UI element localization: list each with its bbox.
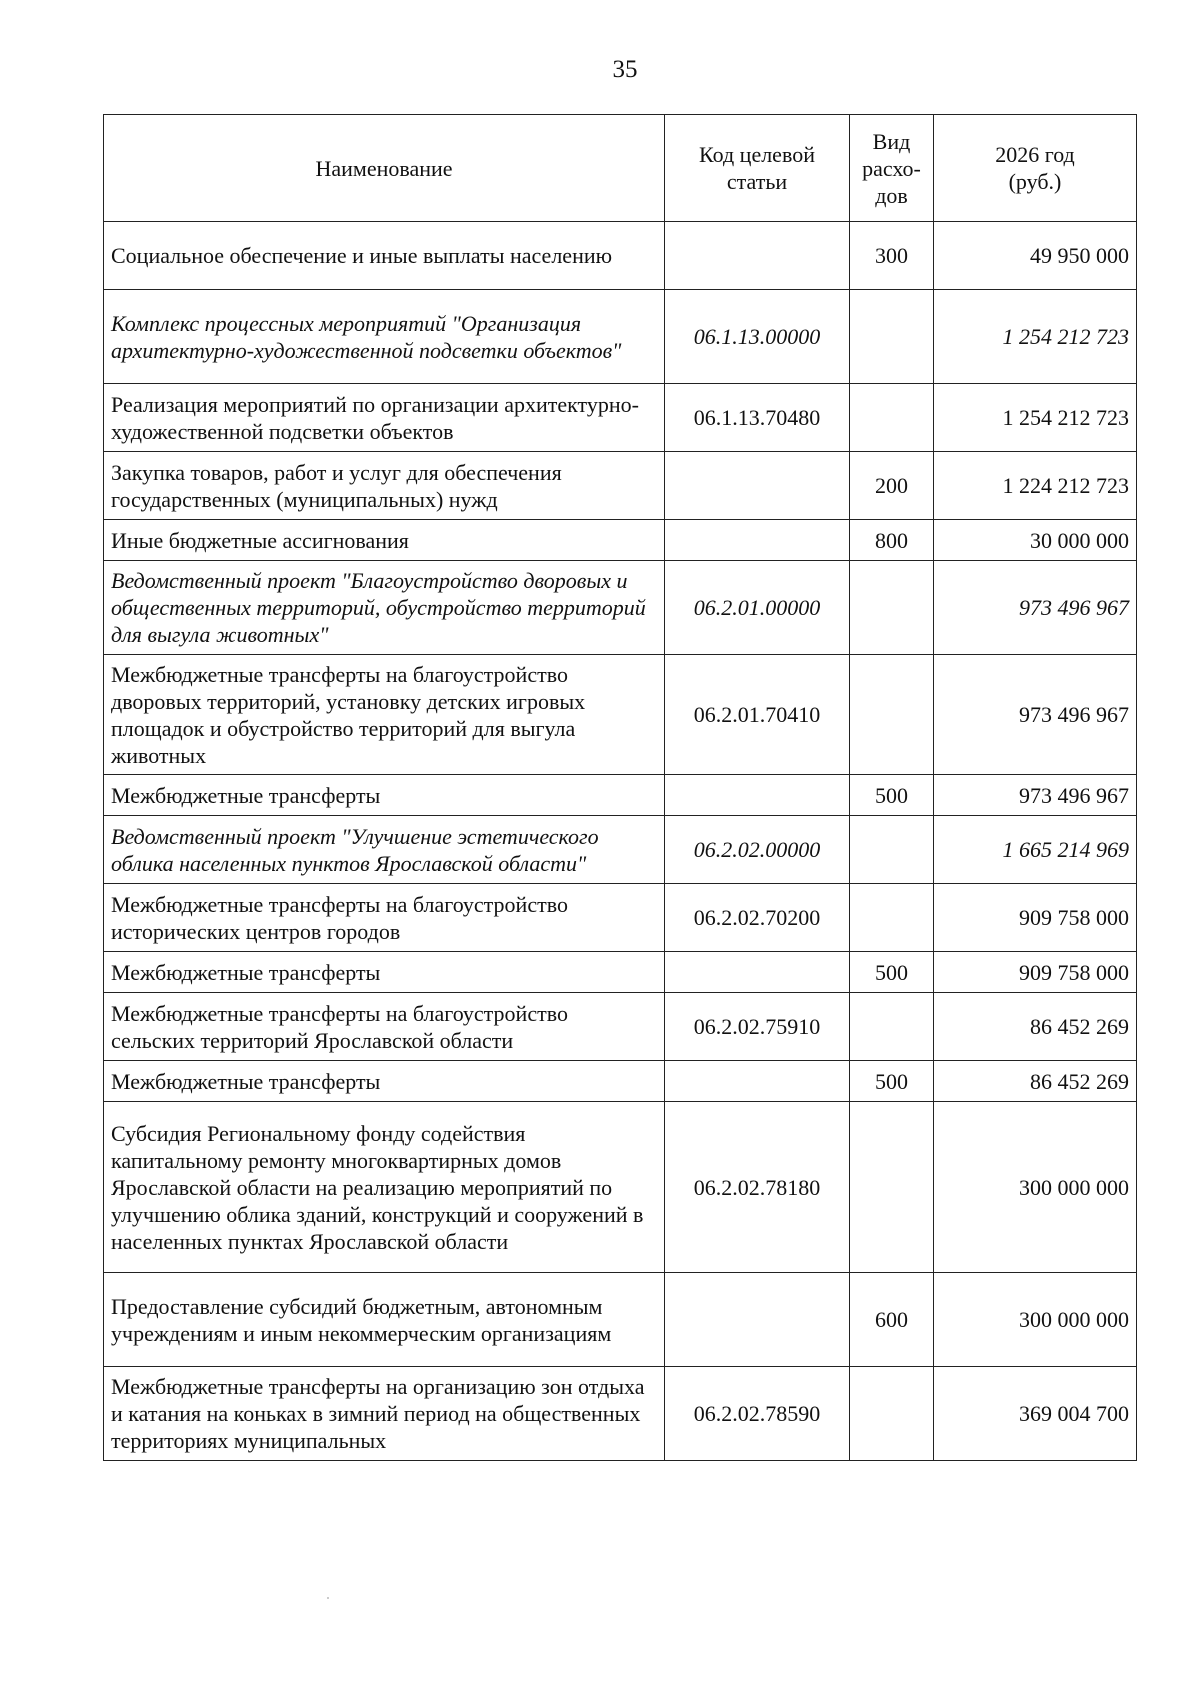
row-name-cell: Межбюджетные трансферты на организацию зон отдыха и катания на коньках в зимний период на общественных территориях муниципальных [104,1367,665,1461]
table-row [104,816,1137,884]
row-name-cell: Ведомственный проект "Благоустройство дворовых и общественных территорий, обустройство территорий для выгула животных" [104,561,665,655]
row-amount-cell: 973 496 967 [934,655,1137,775]
row-code-cell: 06.2.01.70410 [665,655,850,775]
row-code-cell: 06.2.02.75910 [665,993,850,1061]
table-header-row [104,115,1137,222]
row-code-cell [665,775,850,816]
row-code-cell [665,952,850,993]
table-row [104,290,1137,384]
row-name-cell: Предоставление субсидий бюджетным, автономным учреждениям и иным некоммерческим организациям [104,1273,665,1367]
row-kind-cell: 500 [850,952,934,993]
row-name-cell: Ведомственный проект "Улучшение эстетического облика населенных пунктов Ярославской области" [104,816,665,884]
row-code-cell [665,1061,850,1102]
table-row [104,1367,1137,1461]
table-row [104,884,1137,952]
row-name-cell: Межбюджетные трансферты [104,775,665,816]
row-kind-cell [850,993,934,1061]
row-code-cell [665,520,850,561]
table-row [104,1273,1137,1367]
row-code-cell: 06.1.13.00000 [665,290,850,384]
row-name-cell: Социальное обеспечение и иные выплаты населению [104,222,665,290]
row-name-cell: Реализация мероприятий по организации архитектурно-художественной подсветки объектов [104,384,665,452]
table-row [104,222,1137,290]
row-name-cell: Межбюджетные трансферты на благоустройство исторических центров городов [104,884,665,952]
row-amount-cell: 86 452 269 [934,1061,1137,1102]
row-code-cell: 06.2.02.00000 [665,816,850,884]
row-code-cell: 06.1.13.70480 [665,384,850,452]
row-kind-cell [850,816,934,884]
row-amount-cell: 300 000 000 [934,1102,1137,1273]
row-amount-cell: 49 950 000 [934,222,1137,290]
row-name-cell: Межбюджетные трансферты [104,952,665,993]
table-row [104,1061,1137,1102]
budget-table [103,114,1137,1461]
row-amount-cell: 30 000 000 [934,520,1137,561]
header-name: Наименование [104,115,665,222]
row-name-cell: Иные бюджетные ассигнования [104,520,665,561]
table-row [104,1102,1137,1273]
row-kind-cell: 500 [850,775,934,816]
row-kind-cell [850,884,934,952]
row-name-cell: Межбюджетные трансферты на благоустройство сельских территорий Ярославской области [104,993,665,1061]
table-row [104,655,1137,775]
row-amount-cell: 973 496 967 [934,561,1137,655]
row-name-cell: Субсидия Региональному фонду содействия капитальному ремонту многоквартирных домов Ярославской области на реализацию мероприятий по улучшению облика зданий, конструкций и сооружений в населенных пунктах Ярославской области [104,1102,665,1273]
row-kind-cell: 600 [850,1273,934,1367]
row-code-cell [665,452,850,520]
row-name-cell: Межбюджетные трансферты на благоустройство дворовых территорий, установку детских игровых площадок и обустройство территорий для выгула животных [104,655,665,775]
row-amount-cell: 1 224 212 723 [934,452,1137,520]
row-name-cell: Комплекс процессных мероприятий "Организация архитектурно-художественной подсветки объектов" [104,290,665,384]
row-amount-cell: 973 496 967 [934,775,1137,816]
row-kind-cell [850,384,934,452]
row-code-cell: 06.2.02.70200 [665,884,850,952]
row-code-cell: 06.2.02.78590 [665,1367,850,1461]
table-row [104,775,1137,816]
row-code-cell: 06.2.01.00000 [665,561,850,655]
table-row [104,452,1137,520]
row-kind-cell [850,655,934,775]
header-kind: Вид расхо- дов [850,115,934,222]
row-kind-cell [850,1367,934,1461]
row-amount-cell: 369 004 700 [934,1367,1137,1461]
table-row [104,520,1137,561]
table-row [104,561,1137,655]
table-row [104,384,1137,452]
row-kind-cell: 300 [850,222,934,290]
scan-artifact-dot [327,1597,329,1599]
row-kind-cell [850,561,934,655]
row-name-cell: Межбюджетные трансферты [104,1061,665,1102]
row-amount-cell: 1 665 214 969 [934,816,1137,884]
page-number: 35 [612,56,638,83]
row-kind-cell: 500 [850,1061,934,1102]
row-name-cell: Закупка товаров, работ и услуг для обеспечения государственных (муниципальных) нужд [104,452,665,520]
row-code-cell [665,222,850,290]
row-kind-cell: 200 [850,452,934,520]
header-code: Код целевой статьи [665,115,850,222]
row-amount-cell: 1 254 212 723 [934,384,1137,452]
row-code-cell [665,1273,850,1367]
row-amount-cell: 86 452 269 [934,993,1137,1061]
row-amount-cell: 909 758 000 [934,884,1137,952]
table-row [104,952,1137,993]
row-kind-cell: 800 [850,520,934,561]
row-amount-cell: 300 000 000 [934,1273,1137,1367]
header-amount: 2026 год (руб.) [934,115,1137,222]
row-kind-cell [850,290,934,384]
row-amount-cell: 1 254 212 723 [934,290,1137,384]
row-code-cell: 06.2.02.78180 [665,1102,850,1273]
row-kind-cell [850,1102,934,1273]
table-row [104,993,1137,1061]
row-amount-cell: 909 758 000 [934,952,1137,993]
